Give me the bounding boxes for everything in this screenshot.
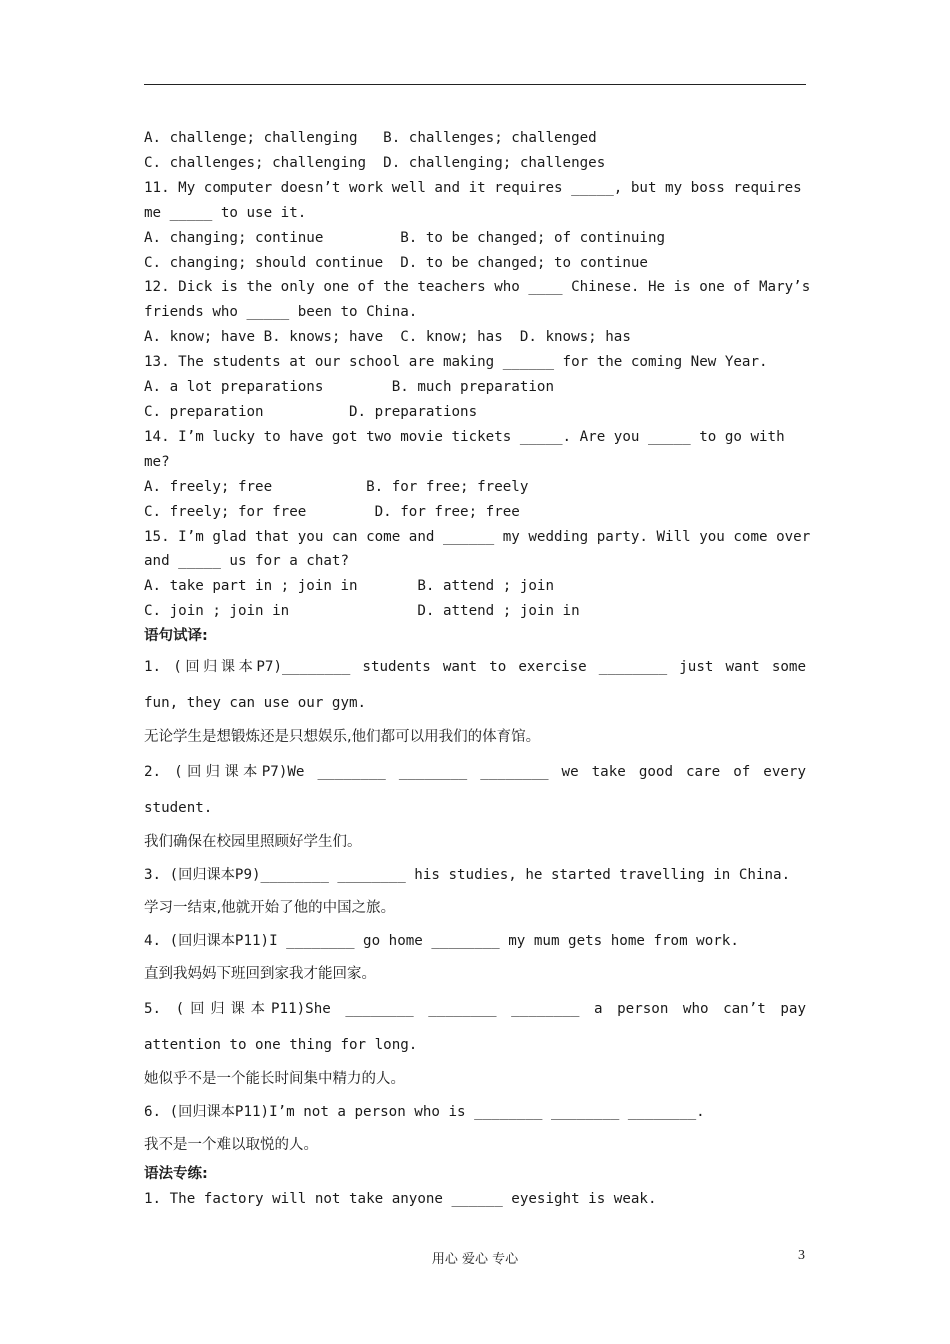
page-number: 3 bbox=[798, 1248, 805, 1263]
q15-stem: 15. I’m glad that you can come and ______ my wedding party. Will you come over bbox=[144, 528, 811, 545]
translation-2-cn: 我们确保在校园里照顾好学生们。 bbox=[144, 834, 362, 851]
page-footer: 用心 爱心 专心 bbox=[431, 1252, 519, 1267]
translation-5-cn: 她似乎不是一个能长时间集中精力的人。 bbox=[144, 1071, 405, 1088]
q11-stem: 11. My computer doesn’t work well and it requires _____, but my boss requires bbox=[144, 179, 802, 196]
q10-option-line: C. challenges; challenging D. challenging; challenges bbox=[144, 154, 606, 171]
q10-option-line: A. challenge; challenging B. challenges; challenged bbox=[144, 130, 597, 146]
translation-4-cn: 直到我妈妈下班回到家我才能回家。 bbox=[144, 966, 376, 983]
translation-6-en: 6. (回归课本P11)I’m not a person who is ________ ________ ________. bbox=[144, 1104, 705, 1121]
q11-stem-cont: me _____ to use it. bbox=[144, 204, 307, 221]
q13-stem: 13. The students at our school are making ______ for the coming New Year. bbox=[144, 354, 768, 371]
translation-2-en: 2. (回归课本P7)We ________ ________ ________ we take good care of every bbox=[144, 764, 806, 781]
translation-3-cn: 学习一结束,他就开始了他的中国之旅。 bbox=[144, 900, 396, 917]
translation-5-en: 5. (回归课本P11)She ________ ________ ________ a person who can’t pay bbox=[144, 1001, 806, 1018]
translation-1-en: 1. (回归课本P7)________ students want to exercise ________ just want some bbox=[144, 659, 806, 676]
q15-option-line: C. join ; join in D. attend ; join in bbox=[144, 603, 580, 620]
translation-4-en: 4. (回归课本P11)I ________ go home ________ my mum gets home from work. bbox=[144, 933, 739, 950]
section-title-grammar: 语法专练: bbox=[144, 1166, 208, 1183]
q14-option-line: C. freely; for free D. for free; free bbox=[144, 503, 520, 520]
q11-option-line: A. changing; continue B. to be changed; of continuing bbox=[144, 229, 666, 246]
q12-stem: 12. Dick is the only one of the teachers who ____ Chinese. He is one of Mary’s bbox=[144, 279, 811, 296]
q14-option-line: A. freely; free B. for free; freely bbox=[144, 478, 529, 495]
page-body bbox=[144, 126, 811, 1212]
grammar-item-1: 1. The factory will not take anyone ______ eyesight is weak. bbox=[144, 1190, 657, 1207]
q14-stem-cont: me? bbox=[144, 453, 170, 470]
q15-option-line: A. take part in ; join in B. attend ; join bbox=[144, 578, 554, 595]
header-rule bbox=[144, 84, 806, 85]
translation-1-en-cont: fun, they can use our gym. bbox=[144, 695, 367, 712]
q12-stem-cont: friends who _____ been to China. bbox=[144, 304, 418, 321]
translation-1-cn: 无论学生是想锻炼还是只想娱乐,他们都可以用我们的体育馆。 bbox=[144, 729, 541, 746]
q14-stem: 14. I’m lucky to have got two movie tickets _____. Are you _____ to go with bbox=[144, 428, 785, 445]
translation-3-en: 3. (回归课本P9)________ ________ his studies, he started travelling in China. bbox=[144, 867, 791, 884]
translation-6-cn: 我不是一个难以取悦的人。 bbox=[144, 1137, 318, 1154]
translation-5-en-cont: attention to one thing for long. bbox=[144, 1037, 418, 1054]
translation-2-en-cont: student. bbox=[144, 800, 213, 817]
q15-stem-cont: and _____ us for a chat? bbox=[144, 553, 349, 570]
q13-option-line: A. a lot preparations B. much preparation bbox=[144, 379, 554, 396]
q13-option-line: C. preparation D. preparations bbox=[144, 403, 478, 420]
q12-option-line: A. know; have B. knows; have C. know; has D. knows; has bbox=[144, 329, 631, 346]
section-title-translation: 语句试译: bbox=[144, 628, 208, 645]
q11-option-line: C. changing; should continue D. to be changed; to continue bbox=[144, 254, 648, 271]
